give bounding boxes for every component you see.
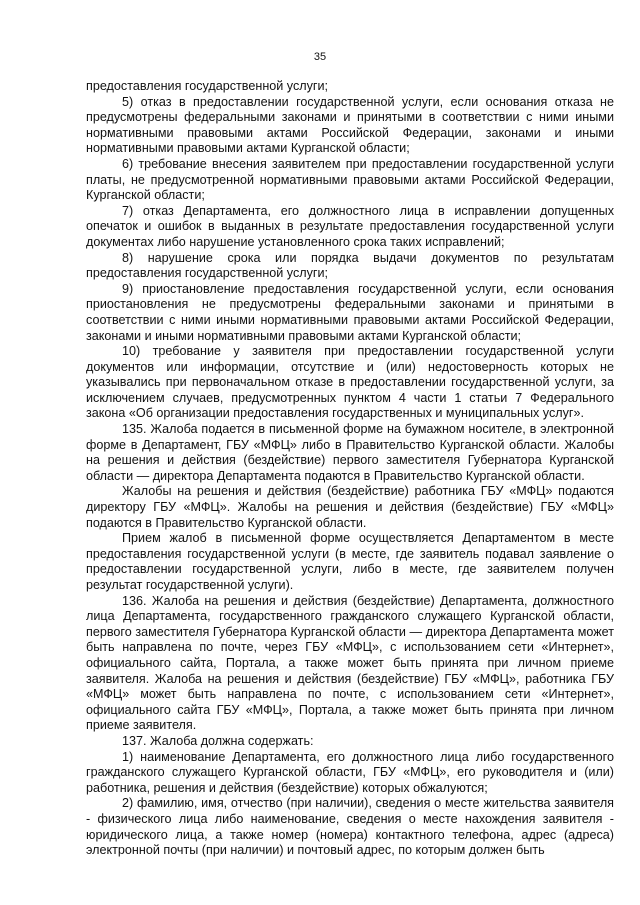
paragraph-item-8: 8) нарушение срока или порядка выдачи документов по результатам предоставления государственной услуги; (86, 250, 614, 281)
paragraph-135: 135. Жалоба подается в письменной форме на бумажном носителе, в электронной форме в Департамент, ГБУ «МФЦ» либо в Правительство Курганской области. Жалобы на решения и действия (бездействие) первого заместителя Губернатора Курганской области — директора Департамента подаются в Правительство Курганской области. (86, 422, 614, 483)
paragraph-item-5: 5) отказ в предоставлении государственной услуги, если основания отказа не предусмотрены федеральными законами и принятыми в соответствии с ними иными нормативными правовыми актами Российской Федерации, законами и иными нормативными правовыми актами Курганской области; (86, 94, 614, 156)
paragraph-item-9: 9) приостановление предоставления государственной услуги, если основания приостановления не предусмотрены федеральными законами и принятыми в соответствии с ними иными нормативными правовыми актами Российской Федерации, законами и иными нормативными правовыми актами Курганской области; (86, 281, 614, 343)
paragraph-137: 137. Жалоба должна содержать: (122, 733, 314, 748)
paragraph-item-6: 6) требование внесения заявителем при предоставлении государственной услуги платы, не предусмотренной нормативными правовыми актами Российской Федерации, Курганской области; (86, 156, 614, 203)
paragraph-item-7: 7) отказ Департамента, его должностного лица в исправлении допущенных опечаток и ошибок в выданных в результате предоставления государственной услуги документах либо нарушение установленного срока таких исправлений; (86, 203, 614, 249)
paragraph-continuation: предоставления государственной услуги; (86, 79, 329, 93)
page-number: 35 (313, 51, 327, 63)
paragraph-item-10: 10) требование у заявителя при предоставлении государственной услуги документов или информации, отсутствие и (или) недостоверность которых не указывались при первоначальном отказе в предоставлении государственной услуги, за исключением случаев, предусмотренных пунктом 4 части 1 статьи 7 Федерального закона «Об организации предоставления государственных и муниципальных услуг». (86, 344, 614, 421)
paragraph-135-mfc-complaints: Жалобы на решения и действия (бездействие) работника ГБУ «МФЦ» подаются директору ГБУ «МФЦ». Жалобы на решения и действия (бездействие) ГБУ «МФЦ» подаются в Правительство Курганской области. (86, 484, 614, 530)
paragraph-137-item-1: 1) наименование Департамента, его должностного лица либо государственного гражданского служащего Курганской области, ГБУ «МФЦ», его руководителя и (или) работника, решения и действия (бездействие) которых обжалуются; (86, 749, 614, 795)
paragraph-136: 136. Жалоба на решения и действия (бездействие) Департамента, должностного лица Департамента, государственного гражданского служащего Курганской области, первого заместителя Губернатора Курганской области — директора Департамента может быть направлена по почте, через ГБУ «МФЦ», с использованием сети «Интернет», официального сайта, Портала, а также может быть принята при личном приеме заявителя. Жалоба на решения и действия (бездействие) ГБУ «МФЦ», работника ГБУ «МФЦ» может быть направлена по почте, с использованием сети «Интернет», официального сайта ГБУ «МФЦ», Портала, а также может быть принята при личном приеме заявителя. (86, 593, 614, 733)
document-body (86, 79, 614, 859)
paragraph-137-item-2: 2) фамилию, имя, отчество (при наличии), сведения о месте жительства заявителя - физического лица либо наименование, сведения о месте нахождения заявителя - юридического лица, а также номер (номера) контактного телефона, адрес (адреса) электронной почты (при наличии) и почтовый адрес, по которым должен быть (86, 796, 614, 858)
paragraph-135-written-reception: Прием жалоб в письменной форме осуществляется Департаментом в месте предоставления государственной услуги (в месте, где заявитель подавал заявление о предоставлении государственной услуги, либо в месте, где заявителем получен результат государственной услуги). (86, 531, 614, 592)
